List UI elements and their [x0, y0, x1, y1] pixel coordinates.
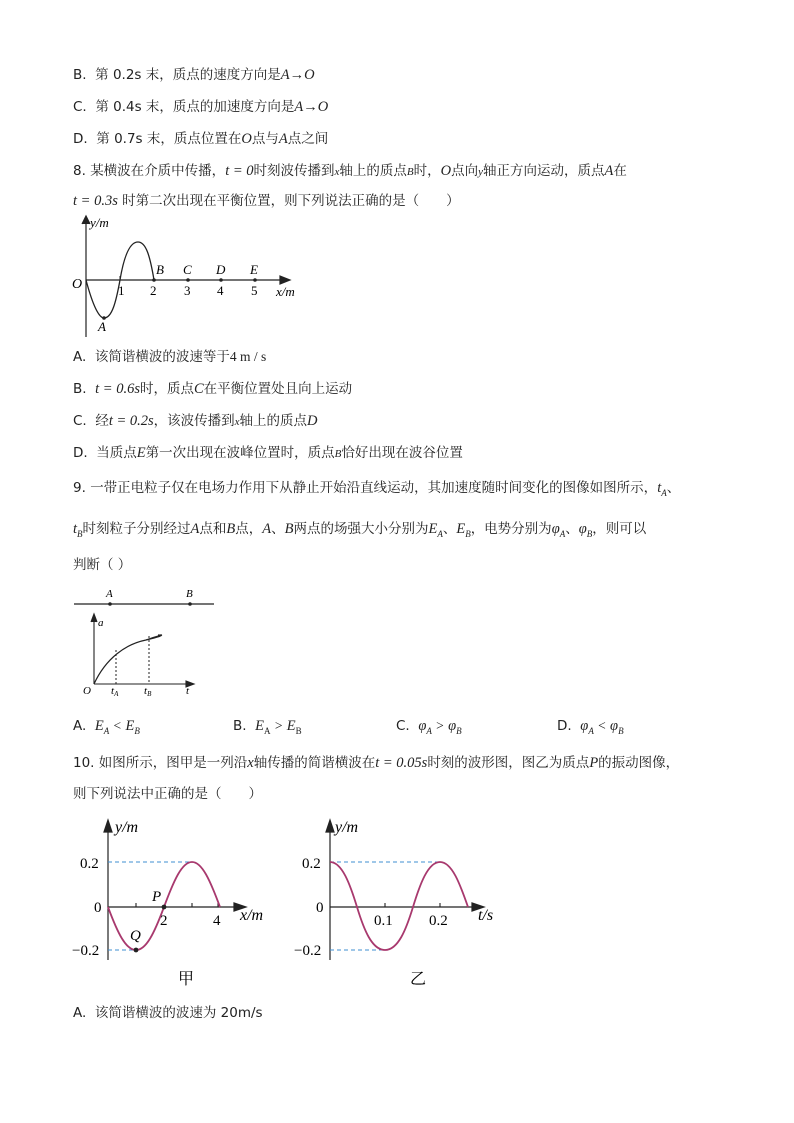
q9-accel-curve-tail [146, 635, 162, 640]
q8-tick-3: 3 [184, 283, 191, 298]
q10b-caption: 乙 [410, 971, 427, 988]
q10-wave-figure-jia [70, 812, 280, 992]
q8-point-d-dot [219, 278, 223, 282]
q9-option-b: B. $E_A > E_B$ [233, 718, 302, 736]
q8-tick-1: 1 [118, 283, 125, 298]
q7-option-b: B. 第 0.2s 末，质点的速度方向是A→O [73, 67, 315, 83]
q9-option-d: D. $\varphi_A < \varphi_B$ [557, 718, 624, 736]
q10b-y-neg: −0.2 [294, 943, 322, 959]
q9-t-axis-label: t [186, 685, 190, 697]
q9-stem-line2: $t_B$时刻粒子分别经过A点和B点，A、B两点的场强大小分别为$E_A$、$E_B$，电势分别为$\varphi_A$、$\varphi_B$，则可以 [73, 521, 647, 539]
q10a-x2-label: 2 [160, 913, 168, 929]
q9-point-a-label: A [106, 588, 113, 600]
q8-option-b: B. t = 0.6s时，质点C在平衡位置处且向上运动 [73, 381, 353, 397]
q9-tb-label: tB [144, 685, 152, 698]
q9-a-axis [91, 614, 194, 687]
q9-point-b-dot [188, 602, 192, 606]
q9-a-label: a [98, 617, 104, 629]
q10-stem-line1: 10. 如图所示，图甲是一列沿x轴传播的简谐横波在t = 0.05s时刻的波形图，图乙为质点P的振动图像， [73, 755, 680, 771]
q10b-vibration-curve [330, 862, 468, 950]
q9-origin-label: O [83, 685, 91, 697]
q9-option-c: C. $\varphi_A > \varphi_B$ [396, 718, 462, 736]
q10b-t2-label: 0.2 [429, 913, 448, 929]
q8-stem-line1: 8. 某横波在介质中传播，t = 0时刻波传播到x轴上的质点B时，O点向y轴正方向运动，质点A在 [73, 163, 627, 179]
q8-tick-4: 4 [217, 283, 224, 298]
q8-wave-figure [68, 212, 308, 342]
q10a-x-label: x/m [240, 907, 264, 924]
q8-point-e-dot [253, 278, 257, 282]
q10b-y-pos: 0.2 [302, 856, 321, 872]
q10a-p-label: P [152, 889, 162, 905]
q9-figure [72, 586, 222, 704]
q10-option-a: A. 该简谐横波的波速为 20m/s [73, 1005, 263, 1021]
q10b-t1-label: 0.1 [374, 913, 393, 929]
q9-stem-line1: 9. 一带正电粒子仅在电场力作用下从静止开始沿直线运动，其加速度随时间变化的图像如图所示，$t_A$、 [73, 480, 681, 498]
q8-origin-label: O [72, 277, 83, 292]
q10b-t-label: t/s [478, 907, 494, 924]
q8-point-e-label: E [250, 262, 258, 277]
q8-y-axis [82, 216, 90, 337]
q9-option-a: A. $E_A < E_B$ [73, 718, 140, 736]
q8-trough-label: A [98, 319, 106, 334]
q10a-y-pos: 0.2 [80, 856, 99, 872]
q10a-y-zero: 0 [94, 900, 102, 916]
q10a-point-q-dot [134, 948, 139, 953]
q7-option-c: C. 第 0.4s 末，质点的加速度方向是A→O [73, 99, 329, 115]
q9-ta-label: tA [111, 685, 119, 698]
q7-option-d: D. 第 0.7s 末，质点位置在O点与A点之间 [73, 131, 329, 147]
q10a-y-label: y/m [115, 819, 139, 836]
q8-point-c-dot [186, 278, 190, 282]
q8-point-b-dot [152, 278, 156, 282]
q8-y-label: y/m [90, 215, 109, 230]
q9-stem-line3: 判断（ ） [73, 557, 132, 573]
q8-stem-line2: t = 0.3s 时第二次出现在平衡位置，则下列说法正确的是（ ） [73, 193, 460, 209]
q9-accel-curve [94, 635, 161, 684]
q10a-point-p-dot [162, 905, 167, 910]
q8-point-b-label: B [156, 262, 164, 277]
q10a-y-neg: −0.2 [72, 943, 100, 959]
q9-point-a-dot [108, 602, 112, 606]
q10b-y-zero: 0 [316, 900, 324, 916]
q10a-caption: 甲 [178, 971, 195, 988]
q10-vibration-figure-yi [290, 812, 510, 992]
q8-tick-2: 2 [150, 283, 157, 298]
q10a-x4-label: 4 [213, 913, 221, 929]
q10-stem-line2: 则下列说法中正确的是（ ） [73, 786, 262, 802]
q8-option-d: D. 当质点E第一次出现在波峰位置时，质点B恰好出现在波谷位置 [73, 445, 463, 461]
q10a-q-label: Q [130, 928, 141, 944]
q9-point-b-label: B [186, 588, 193, 600]
q8-option-c: C. 经t = 0.2s，该波传播到x轴上的质点D [73, 413, 318, 429]
q10b-y-label: y/m [335, 819, 359, 836]
q8-option-a: A. 该简谐横波的波速等于4 m / s [73, 349, 267, 365]
q8-tick-5: 5 [251, 283, 258, 298]
q8-x-label: x/m [276, 284, 295, 299]
q8-point-c-label: C [183, 262, 192, 277]
q8-point-d-label: D [216, 262, 226, 277]
